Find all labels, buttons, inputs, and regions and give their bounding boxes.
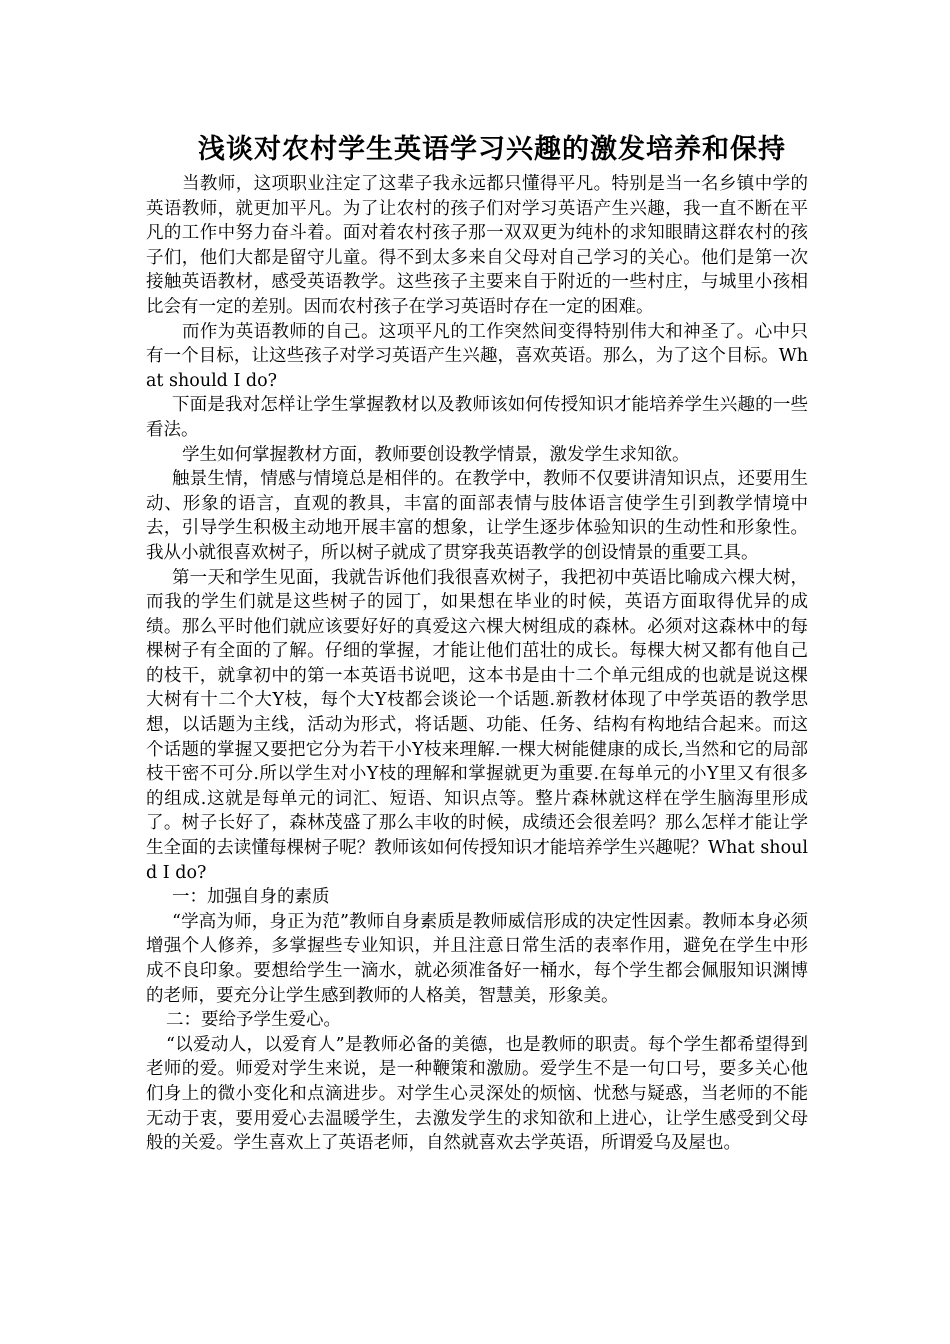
- paragraph: 触景生情，情感与情境总是相伴的。在教学中，教师不仅要讲清知识点，还要用生动、形象的语言，直观的教具，丰富的面部表情与肢体语言使学生引到教学情境中去，引导学生积极主动地开展丰富的想象，让学生逐步体验知识的生动性和形象性。我从小就很喜欢树子，所以树子就成了贯穿我英语教学的创设情景的重要工具。: [146, 469, 808, 563]
- paragraph: 第一天和学生见面，我就告诉他们我很喜欢树子，我把初中英语比喻成六棵大树，而我的学生们就是这些树子的园丁，如果想在毕业的时候，英语方面取得优异的成绩。那么平时他们就应该要好好的真爱这六棵大树组成的森林。必须对这森林中的每棵树子有全面的了解。仔细的掌握，才能让他们茁壮的成长。每棵大树又都有他自己的枝干，就拿初中的第一本英语书说吧，这本书是由十二个单元组成的也就是说这棵大树有十二个大Y枝，每个大Y枝都会谈论一个话题.新教材体现了中学英语的教学思想，以话题为主线，活动为形式，将话题、功能、任务、结构有构地结合起来。而这个话题的掌握又要把它分为若干小Y枝来理解.一棵大树能健康的成长,当然和它的局部枝干密不可分.所以学生对小Y枝的理解和掌握就更为重要.在每单元的小Y里又有很多的组成.这就是每单元的词汇、短语、知识点等。整片森林就这样在学生脑海里形成了。树子长好了，森林茂盛了那么丰收的时候，成绩还会很差吗？那么怎样才能让学生全面的去读懂每棵树子呢？教师该如何传授知识才能培养学生兴趣呢？What should I do?: [146, 567, 808, 883]
- document-body: [146, 172, 808, 1156]
- section-heading: 二：要给予学生爱心。: [166, 1010, 341, 1031]
- paragraph: 当教师，这项职业注定了这辈子我永远都只懂得平凡。特别是当一名乡镇中学的英语教师，就更加平凡。为了让农村的孩子们对学习英语产生兴趣，我一直不断在平凡的工作中努力奋斗着。面对着农村孩子那一双双更为纯朴的求知眼睛这群农村的孩子们，他们大都是留守儿童。得不到太多来自父母对自己学习的关心。他们是第一次接触英语教材，感受英语教学。这些孩子主要来自于附近的一些村庄，与城里小孩相比会有一定的差别。因而农村孩子在学习英语时存在一定的困难。: [146, 174, 808, 317]
- section-heading: 一：加强自身的素质: [172, 887, 330, 908]
- paragraph: 而作为英语教师的自己。这项平凡的工作突然间变得特别伟大和神圣了。心中只有一个目标，让这些孩子对学习英语产生兴趣，喜欢英语。那么，为了这个目标。What should I do?: [146, 321, 808, 391]
- document-title: 浅谈对农村学生英语学习兴趣的激发培养和保持: [198, 134, 786, 165]
- paragraph: 下面是我对怎样让学生掌握教材以及教师该如何传授知识才能培养学生兴趣的一些看法。: [146, 395, 808, 440]
- paragraph: “学高为师，身正为范”教师自身素质是教师威信形成的决定性因素。教师本身必须增强个人修养，多掌握些专业知识，并且注意日常生活的表率作用，避免在学生中形成不良印象。要想给学生一滴水，就必须准备好一桶水，每个学生都会佩服知识渊博的老师，要充分让学生感到教师的人格美，智慧美，形象美。: [146, 911, 808, 1006]
- paragraph: “以爱动人，以爱育人”是教师必备的美德，也是教师的职责。每个学生都希望得到老师的爱。师爱对学生来说，是一种鞭策和激励。爱学生不是一句口号，要多关心他们身上的微小变化和点滴进步。对学生心灵深处的烦恼、忧愁与疑惑，当老师的不能无动于衷，要用爱心去温暖学生，去激发学生的求知欲和上进心，让学生感受到父母般的关爱。学生喜欢上了英语老师，自然就喜欢去学英语，所谓爱乌及屋也。: [146, 1034, 808, 1154]
- paragraph: 学生如何掌握教材方面，教师要创设教学情景，激发学生求知欲。: [182, 444, 690, 465]
- document-page: [146, 128, 808, 1156]
